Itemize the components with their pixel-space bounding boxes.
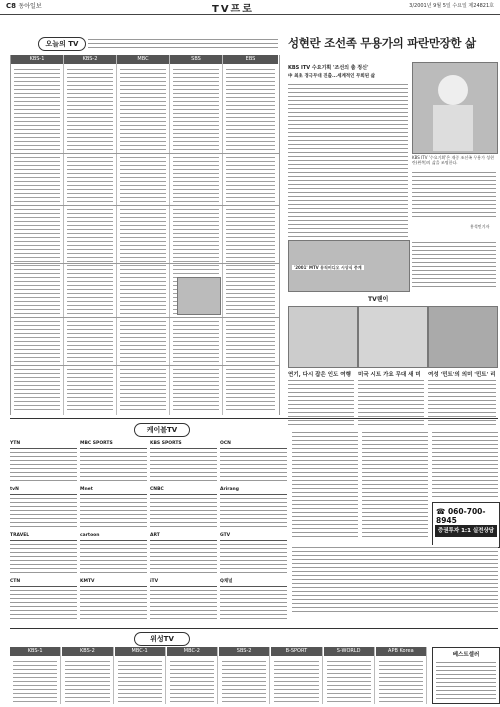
cartoon-image-1 <box>288 306 358 368</box>
satellite-column <box>62 647 113 704</box>
book-ad-title: 베스트셀러 <box>452 652 480 658</box>
channel-schedule <box>80 496 147 529</box>
satellite-grid <box>10 647 428 704</box>
feature-body <box>288 82 408 237</box>
channel-schedule <box>220 542 287 575</box>
grid-column <box>117 55 170 415</box>
channel-name: TRAVEL <box>10 532 77 541</box>
cartoon-band <box>288 294 496 304</box>
channel-schedule <box>150 588 217 621</box>
cable-channel-block <box>150 532 217 575</box>
channel-name: ART <box>150 532 217 541</box>
program-photo <box>177 277 221 315</box>
cable-channel-block <box>80 440 147 483</box>
ad-title: 증권투자 1:1 실전상담 <box>435 525 497 537</box>
lower-article-title: 연기, 다시 잡은 인도 여행 <box>288 372 351 378</box>
channel-name: Mnet <box>80 486 147 495</box>
satellite-column-header: MBC-1 <box>115 647 165 656</box>
satellite-column-header: SBS-2 <box>219 647 269 656</box>
today-tv-label: 오늘의 TV <box>38 37 86 51</box>
byline: 홍석민기자 <box>470 224 490 229</box>
cable-tv-label: 케이블TV <box>134 423 190 437</box>
column-header: SBS <box>170 55 222 64</box>
grid-column <box>11 55 64 415</box>
channel-name: cartoon <box>80 532 147 541</box>
satellite-column <box>167 647 218 704</box>
feature-subhead: 中 최초 경극무대 진출...세계적인 무희된 삶 <box>288 74 376 79</box>
channel-schedule <box>10 588 77 621</box>
channel-name: tvN <box>10 486 77 495</box>
channel-schedule <box>80 588 147 621</box>
section-title: TV프로 <box>212 4 254 15</box>
grid-column <box>170 55 223 415</box>
lower-article-body <box>428 378 496 428</box>
channel-name: Q채널 <box>220 578 287 587</box>
channel-name: iTV <box>150 578 217 587</box>
page-header <box>0 0 500 15</box>
cable-article <box>292 430 358 540</box>
channel-name: KBS SPORTS <box>150 440 217 449</box>
cable-channel-block <box>220 578 287 621</box>
ad-phone: ☎ 060-700-8945 <box>436 507 486 525</box>
mtv-body <box>412 240 496 290</box>
cable-channel-block <box>10 532 77 575</box>
satellite-column <box>271 647 322 704</box>
cartoon-image-3 <box>428 306 498 368</box>
channel-schedule <box>80 542 147 575</box>
lower-article-body <box>358 378 424 428</box>
satellite-column-header: APB Korea <box>376 647 426 656</box>
channel-schedule <box>220 588 287 621</box>
channel-name: OCN <box>220 440 287 449</box>
cable-channel-block <box>220 486 287 529</box>
cable-channel-block <box>80 532 147 575</box>
cartoon-image-2 <box>358 306 428 368</box>
cable-article <box>362 430 428 540</box>
cable-channel-block <box>150 486 217 529</box>
column-header: KBS-2 <box>64 55 116 64</box>
satellite-column-header: KBS-2 <box>62 647 112 656</box>
lower-article-title: 미국 시트 가요 무대 새 미 <box>358 372 421 378</box>
tv-schedule-grid <box>10 55 280 415</box>
grid-column <box>64 55 117 415</box>
feature-photo-caption: KBS ITV '수요기획'은 재중 조선족 무용가 성현란(왼쪽)의 삶을 조명한다. <box>412 155 494 165</box>
feature-body-col2 <box>412 170 496 220</box>
cable-channel-block <box>150 440 217 483</box>
column-header: KBS-1 <box>11 55 63 64</box>
channel-schedule <box>10 496 77 529</box>
satellite-column-header: MBC-2 <box>167 647 217 656</box>
cartoon-title: TV웬이 <box>368 296 389 303</box>
cable-channel-block <box>220 532 287 575</box>
channel-schedule <box>150 496 217 529</box>
feature-photo <box>412 62 498 154</box>
channel-name: CNBC <box>150 486 217 495</box>
channel-schedule <box>150 542 217 575</box>
channel-schedule <box>80 450 147 483</box>
channel-schedule <box>220 450 287 483</box>
channel-schedule <box>10 542 77 575</box>
satellite-tv-label: 위성TV <box>134 632 190 646</box>
satellite-column <box>10 647 61 704</box>
feature-kicker: KBS ITV 수요기획 '조선의 춤 정신' <box>288 65 369 71</box>
channel-name: MBC SPORTS <box>80 440 147 449</box>
satellite-column-header: KBS-1 <box>10 647 60 656</box>
issue-date: 3/2001년 9월 5일 수요일 제24821호 <box>409 3 494 9</box>
cable-channel-block <box>220 440 287 483</box>
legend-text <box>88 37 278 51</box>
channel-name: GTV <box>220 532 287 541</box>
grid-column <box>223 55 278 415</box>
cable-channel-block <box>80 578 147 621</box>
cable-lower-text <box>292 545 498 615</box>
cable-channel-block <box>10 578 77 621</box>
channel-schedule <box>150 450 217 483</box>
column-header: MBC <box>117 55 169 64</box>
channel-schedule <box>220 496 287 529</box>
cable-channel-block <box>80 486 147 529</box>
page-number: C8 동아일보 <box>6 2 42 10</box>
channel-schedule <box>10 450 77 483</box>
ad-box[interactable] <box>432 502 500 548</box>
satellite-column <box>115 647 166 704</box>
satellite-column <box>219 647 270 704</box>
cable-article <box>432 430 498 500</box>
feature-headline: 성현란 조선족 무용가의 파란만장한 삶 <box>288 36 476 50</box>
cable-channel-block <box>10 486 77 529</box>
mtv-caption: '2001' MTV 뮤직비디오 시상식 중계 <box>294 265 362 270</box>
channel-name: CTN <box>10 578 77 587</box>
channel-name: Arirang <box>220 486 287 495</box>
channel-name: KMTV <box>80 578 147 587</box>
satellite-column-header: B-SPORT <box>271 647 321 656</box>
cable-grid <box>10 440 290 625</box>
lower-article-body <box>288 378 354 428</box>
column-header: EBS <box>223 55 278 64</box>
divider <box>10 628 498 629</box>
book-ad[interactable] <box>432 647 500 704</box>
satellite-column <box>324 647 375 704</box>
cable-channel-block <box>150 578 217 621</box>
lower-article-title: 여성 '민트'의 의미 '민트' 리 <box>428 372 496 378</box>
satellite-column <box>376 647 427 704</box>
channel-name: YTN <box>10 440 77 449</box>
cable-channel-block <box>10 440 77 483</box>
divider <box>10 418 498 419</box>
satellite-column-header: S-WORLD <box>324 647 374 656</box>
